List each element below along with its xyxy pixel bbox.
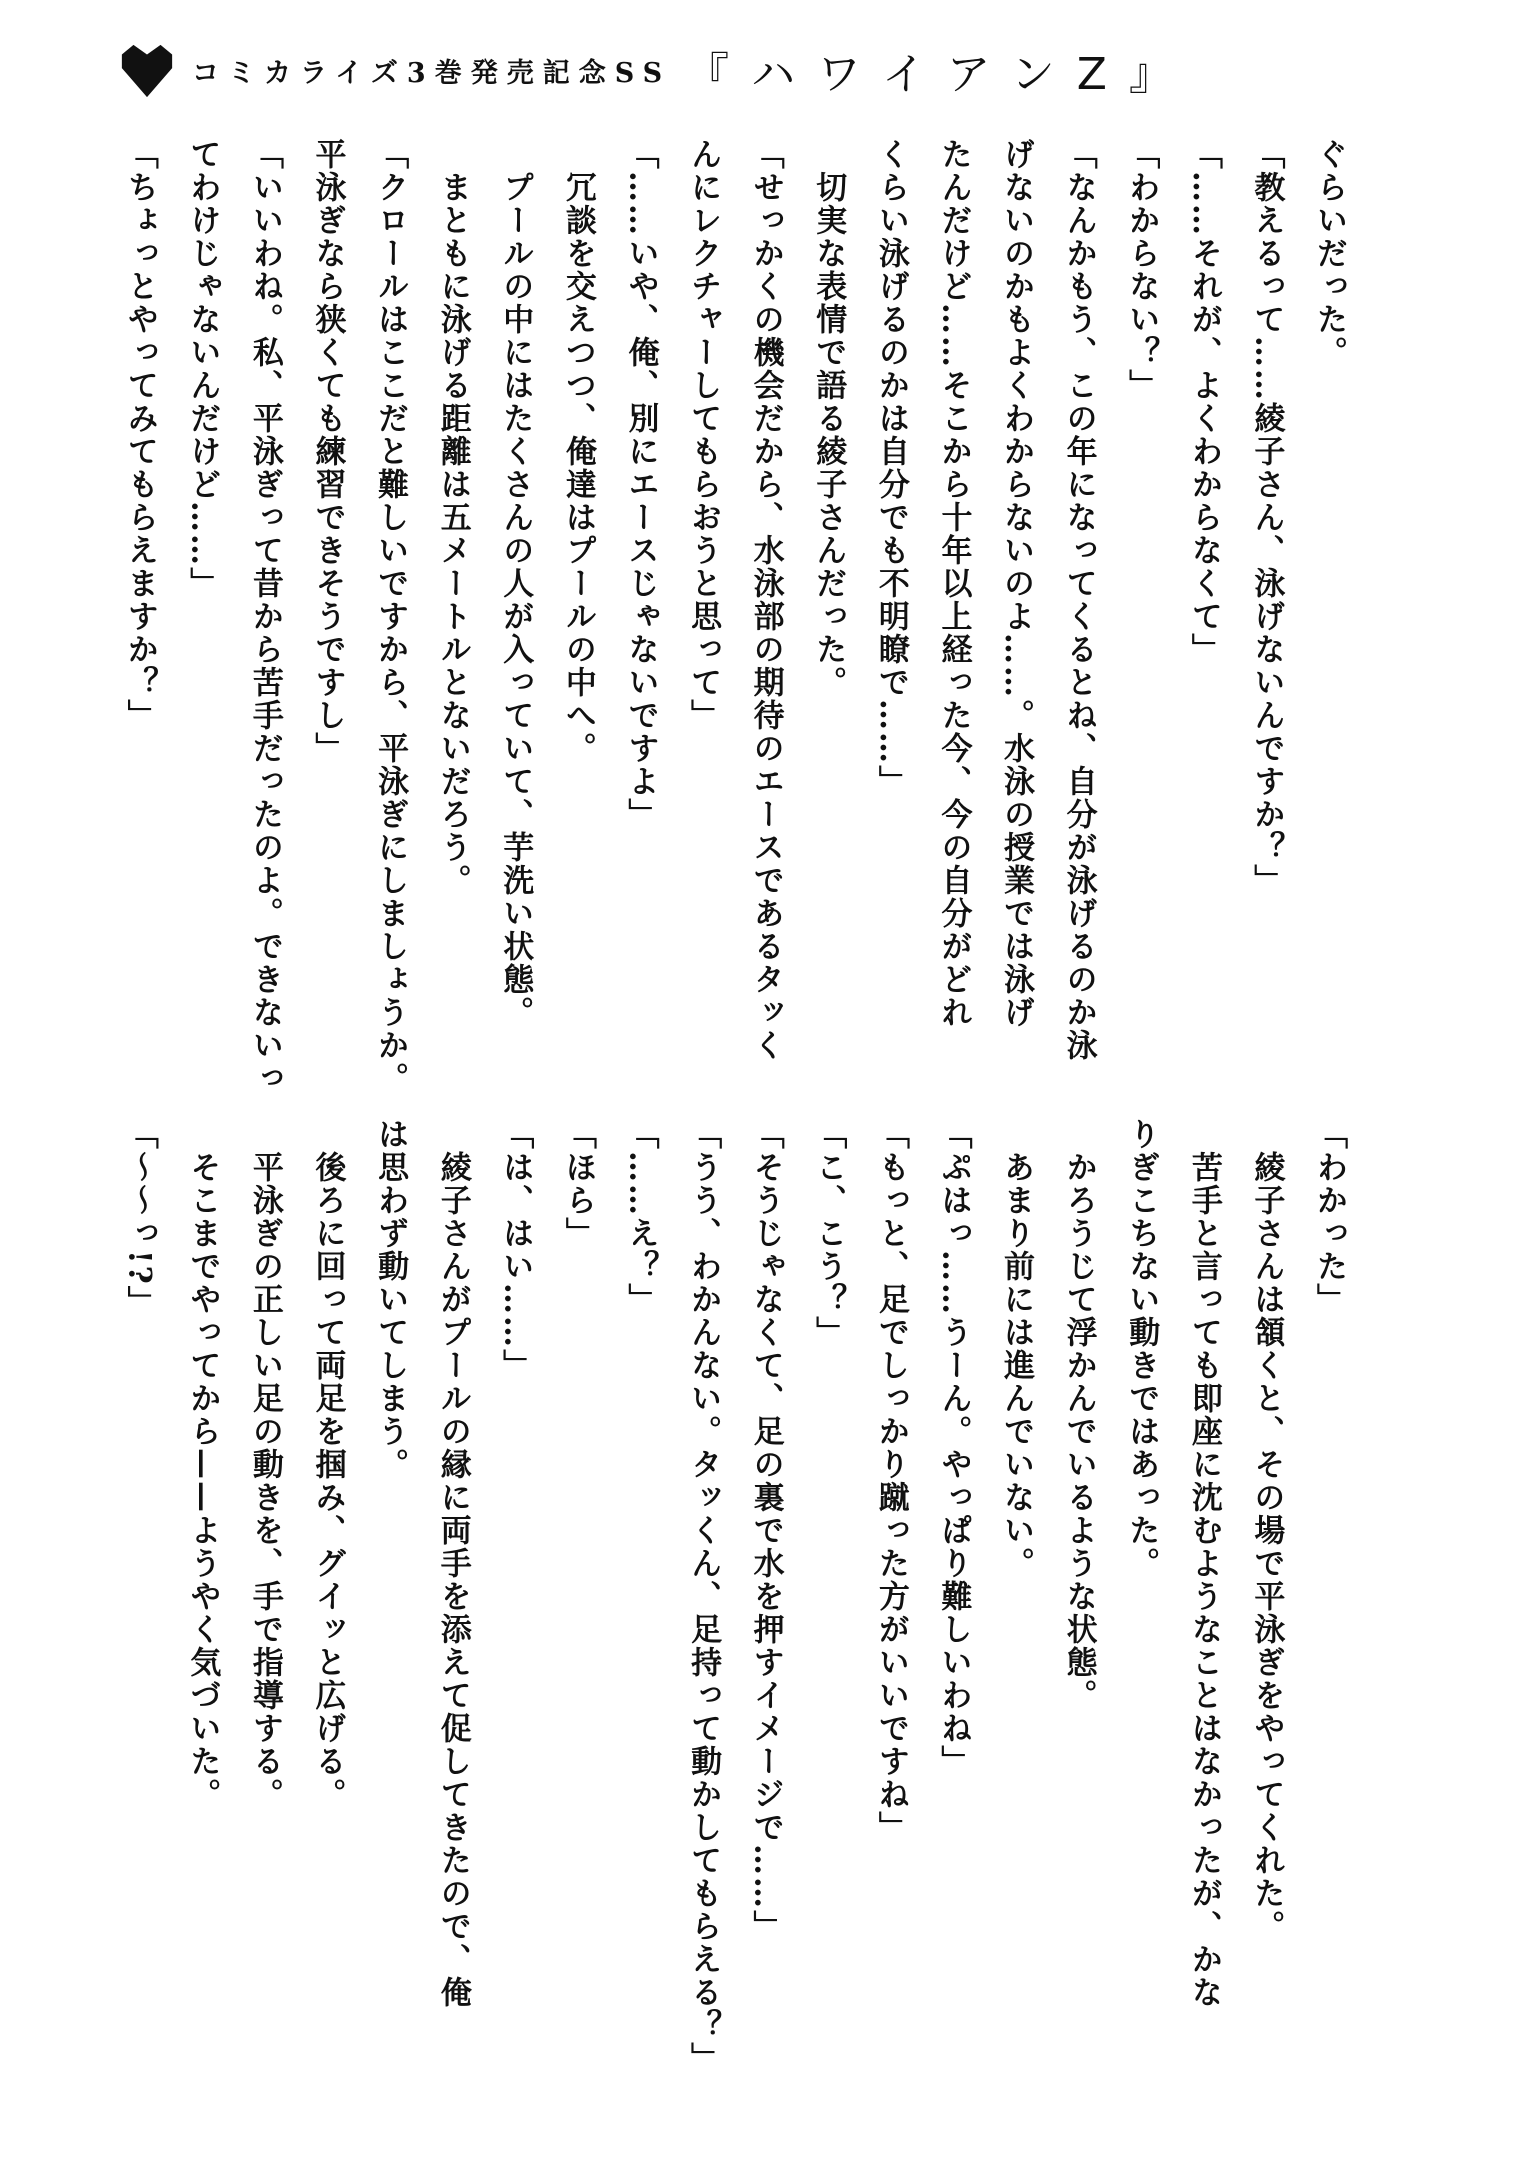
text-line: 平泳ぎなら狭くても練習できそうですし」: [309, 138, 346, 765]
text-line: りぎこちない動きではあった。: [1123, 1118, 1160, 1580]
text-line: てわけじゃないんだけど……」: [184, 138, 221, 600]
page-header: [118, 40, 1195, 100]
text-block-lower: [108, 1118, 1360, 2075]
text-line: 「……え？」: [622, 1118, 659, 1316]
text-line: 冗談を交えつつ、俺達はプールの中へ。: [559, 138, 596, 765]
text-line: 「ちょっとやってみてもらえますか？」: [121, 138, 158, 732]
text-line: かろうじて浮かんでいるような状態。: [1060, 1118, 1097, 1712]
text-line: 「ぷはっ……うーん。やっぱり難しいわね」: [935, 1118, 972, 1778]
text-line: 「もっと、足でしっかり蹴った方がいいですね」: [872, 1118, 909, 1844]
text-line: 平泳ぎの正しい足の動きを、手で指導する。: [246, 1118, 283, 1811]
text-line: たんだけど……そこから十年以上経った今、今の自分がどれ: [935, 138, 972, 1029]
text-block-upper: [108, 138, 1360, 1095]
text-line: 苦手と言っても即座に沈むようなことはなかったが、かな: [1185, 1118, 1222, 2009]
text-line: 「わからない？」: [1123, 138, 1160, 402]
text-line: 「そうじゃなくて、足の裏で水を押すイメージで……」: [747, 1118, 784, 1943]
text-line: 「……それが、よくわからなくて」: [1185, 138, 1222, 666]
text-line: 「わかった」: [1311, 1118, 1347, 1316]
story-title: 『ハワイアンZ』: [685, 49, 1195, 100]
text-line: 綾子さんは頷くと、その場で平泳ぎをやってくれた。: [1248, 1118, 1285, 1943]
series-label: コミカライズ3巻発売記念SS: [192, 57, 672, 89]
text-line: 「……いや、俺、別にエースじゃないですよ」: [622, 138, 659, 831]
text-line: 「うう、わかんない。タッくん、足持って動かしてもらえる？」: [685, 1118, 722, 2075]
text-line: くらい泳げるのかは自分でも不明瞭で……」: [872, 138, 909, 798]
text-line: 後ろに回って両足を掴み、グイッと広げる。: [309, 1118, 346, 1811]
text-line: プールの中にはたくさんの人が入っていて、芋洗い状態。: [497, 138, 534, 1029]
text-line: んにレクチャーしてもらおうと思って」: [685, 138, 722, 732]
text-line: 「こ、こう？」: [810, 1118, 847, 1349]
text-line: 綾子さんがプールの縁に両手を添えて促してきたので、俺: [434, 1118, 471, 2009]
text-line: あまり前には進んでいない。: [998, 1118, 1035, 1580]
text-line: 「教えるって……綾子さん、泳げないんですか？」: [1248, 138, 1285, 897]
text-line: ぐらいだった。: [1311, 138, 1347, 369]
text-line: 切実な表情で語る綾子さんだった。: [810, 138, 847, 699]
text-line: は思わず動いてしまう。: [372, 1118, 409, 1481]
text-line: げないのかもよくわからないのよ……。水泳の授業では泳げ: [998, 138, 1035, 1029]
text-line: 「は、はい……」: [497, 1118, 534, 1382]
text-line: そこまでやってから——ようやく気づいた。: [184, 1118, 221, 1811]
text-line: まともに泳げる距離は五メートルとないだろう。: [434, 138, 471, 897]
heart-icon: [118, 41, 176, 99]
text-line: 「〜〜っ!?」: [121, 1118, 158, 1319]
text-line: 「クロールはここだと難しいですから、平泳ぎにしましょうか。: [372, 138, 409, 1095]
text-line: 「いいわね。私、平泳ぎって昔から苦手だったのよ。できないっ: [246, 138, 283, 1095]
text-line: 「なんかもう、この年になってくるとね、自分が泳げるのか泳: [1060, 138, 1097, 1062]
text-line: 「ほら」: [559, 1118, 596, 1250]
text-line: 「せっかくの機会だから、水泳部の期待のエースであるタッく: [747, 138, 784, 1062]
